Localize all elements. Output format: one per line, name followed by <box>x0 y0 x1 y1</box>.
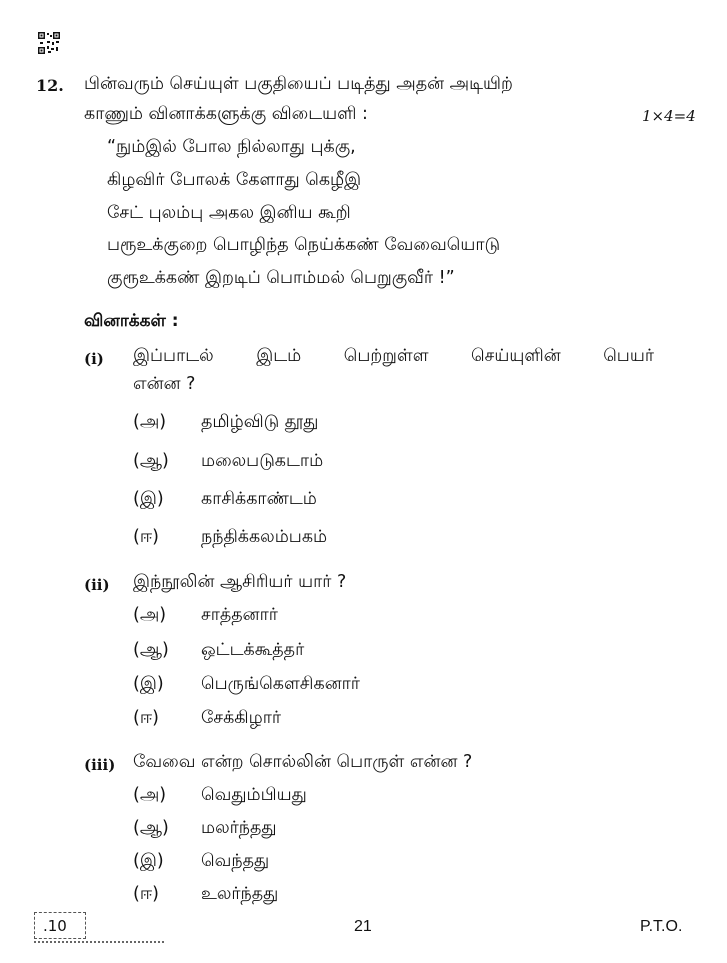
word: செய்யுளின் <box>471 346 561 366</box>
option-text: உலர்ந்தது <box>201 884 279 904</box>
poem-line: சேட் புலம்பு அகல இனிய கூறி <box>107 203 351 223</box>
option-text: மலைபடுகடாம் <box>201 451 324 471</box>
option-label: (ஈ) <box>133 527 159 547</box>
option-label: (இ) <box>133 674 164 694</box>
option-text: வெந்தது <box>201 851 270 871</box>
option-text: சாத்தனார் <box>201 605 278 625</box>
subquestion-text-line <box>133 346 654 368</box>
marks-allocation: 1×4=4 <box>642 107 696 125</box>
option-text: தமிழ்விடு தூது <box>201 412 319 432</box>
option-label: (ஆ) <box>133 640 169 660</box>
word: பெயர் <box>603 346 654 366</box>
barcode-strip <box>34 941 166 943</box>
subquestion-number: (i) <box>84 350 104 368</box>
option-label: (அ) <box>133 412 167 432</box>
questions-heading: வினாக்கள் : <box>84 311 179 331</box>
subquestion-text-line: என்ன ? <box>133 374 196 394</box>
option-text: சேக்கிழார் <box>201 708 282 728</box>
instruction-line-1: பின்வரும் செய்யுள் பகுதியைப் படித்து அதன் அடியிற் <box>84 74 513 94</box>
option-label: (இ) <box>133 489 164 509</box>
option-label: (இ) <box>133 851 164 871</box>
question-number: 12. <box>36 76 64 95</box>
subquestion-text: இந்நூலின் ஆசிரியர் யார் ? <box>133 572 347 592</box>
instruction-line-2: காணும் வினாக்களுக்கு விடையளி : <box>84 104 368 124</box>
subquestion-number: (ii) <box>84 576 110 594</box>
poem-line: பரூஉக்குறை பொழிந்த நெய்க்கண் வேவையொடு <box>107 235 501 255</box>
qr-code-icon <box>38 32 60 54</box>
option-label: (ஆ) <box>133 451 169 471</box>
subquestion-number: (iii) <box>84 756 116 774</box>
paper-code-box <box>34 912 86 939</box>
page-number: 21 <box>354 918 372 935</box>
option-label: (ஈ) <box>133 884 159 904</box>
option-text: நந்திக்கலம்பகம் <box>201 527 328 547</box>
option-label: (ஈ) <box>133 708 159 728</box>
word: இப்பாடல் <box>133 346 214 366</box>
option-text: காசிக்காண்டம் <box>201 489 317 509</box>
poem-line: குரூஉக்கண் இறடிப் பொம்மல் பெறுகுவீர் !” <box>107 268 455 288</box>
paper-code: .10 <box>43 916 67 935</box>
option-text: வெதும்பியது <box>201 785 307 805</box>
option-text: ஒட்டக்கூத்தர் <box>201 640 305 660</box>
pto-label: P.T.O. <box>640 918 683 935</box>
option-label: (ஆ) <box>133 818 169 838</box>
option-text: மலர்ந்தது <box>201 818 277 838</box>
word: பெற்றுள்ள <box>343 346 429 366</box>
option-label: (அ) <box>133 605 167 625</box>
option-text: பெருங்கௌசிகனார் <box>201 674 360 694</box>
poem-line: “நும்இல் போல நில்லாது புக்கு, <box>107 137 356 157</box>
option-label: (அ) <box>133 785 167 805</box>
subquestion-text: வேவை என்ற சொல்லின் பொருள் என்ன ? <box>133 752 473 772</box>
poem-line: கிழவிர் போலக் கேளாது கெழீஇ <box>107 170 362 190</box>
word: இடம் <box>256 346 302 366</box>
